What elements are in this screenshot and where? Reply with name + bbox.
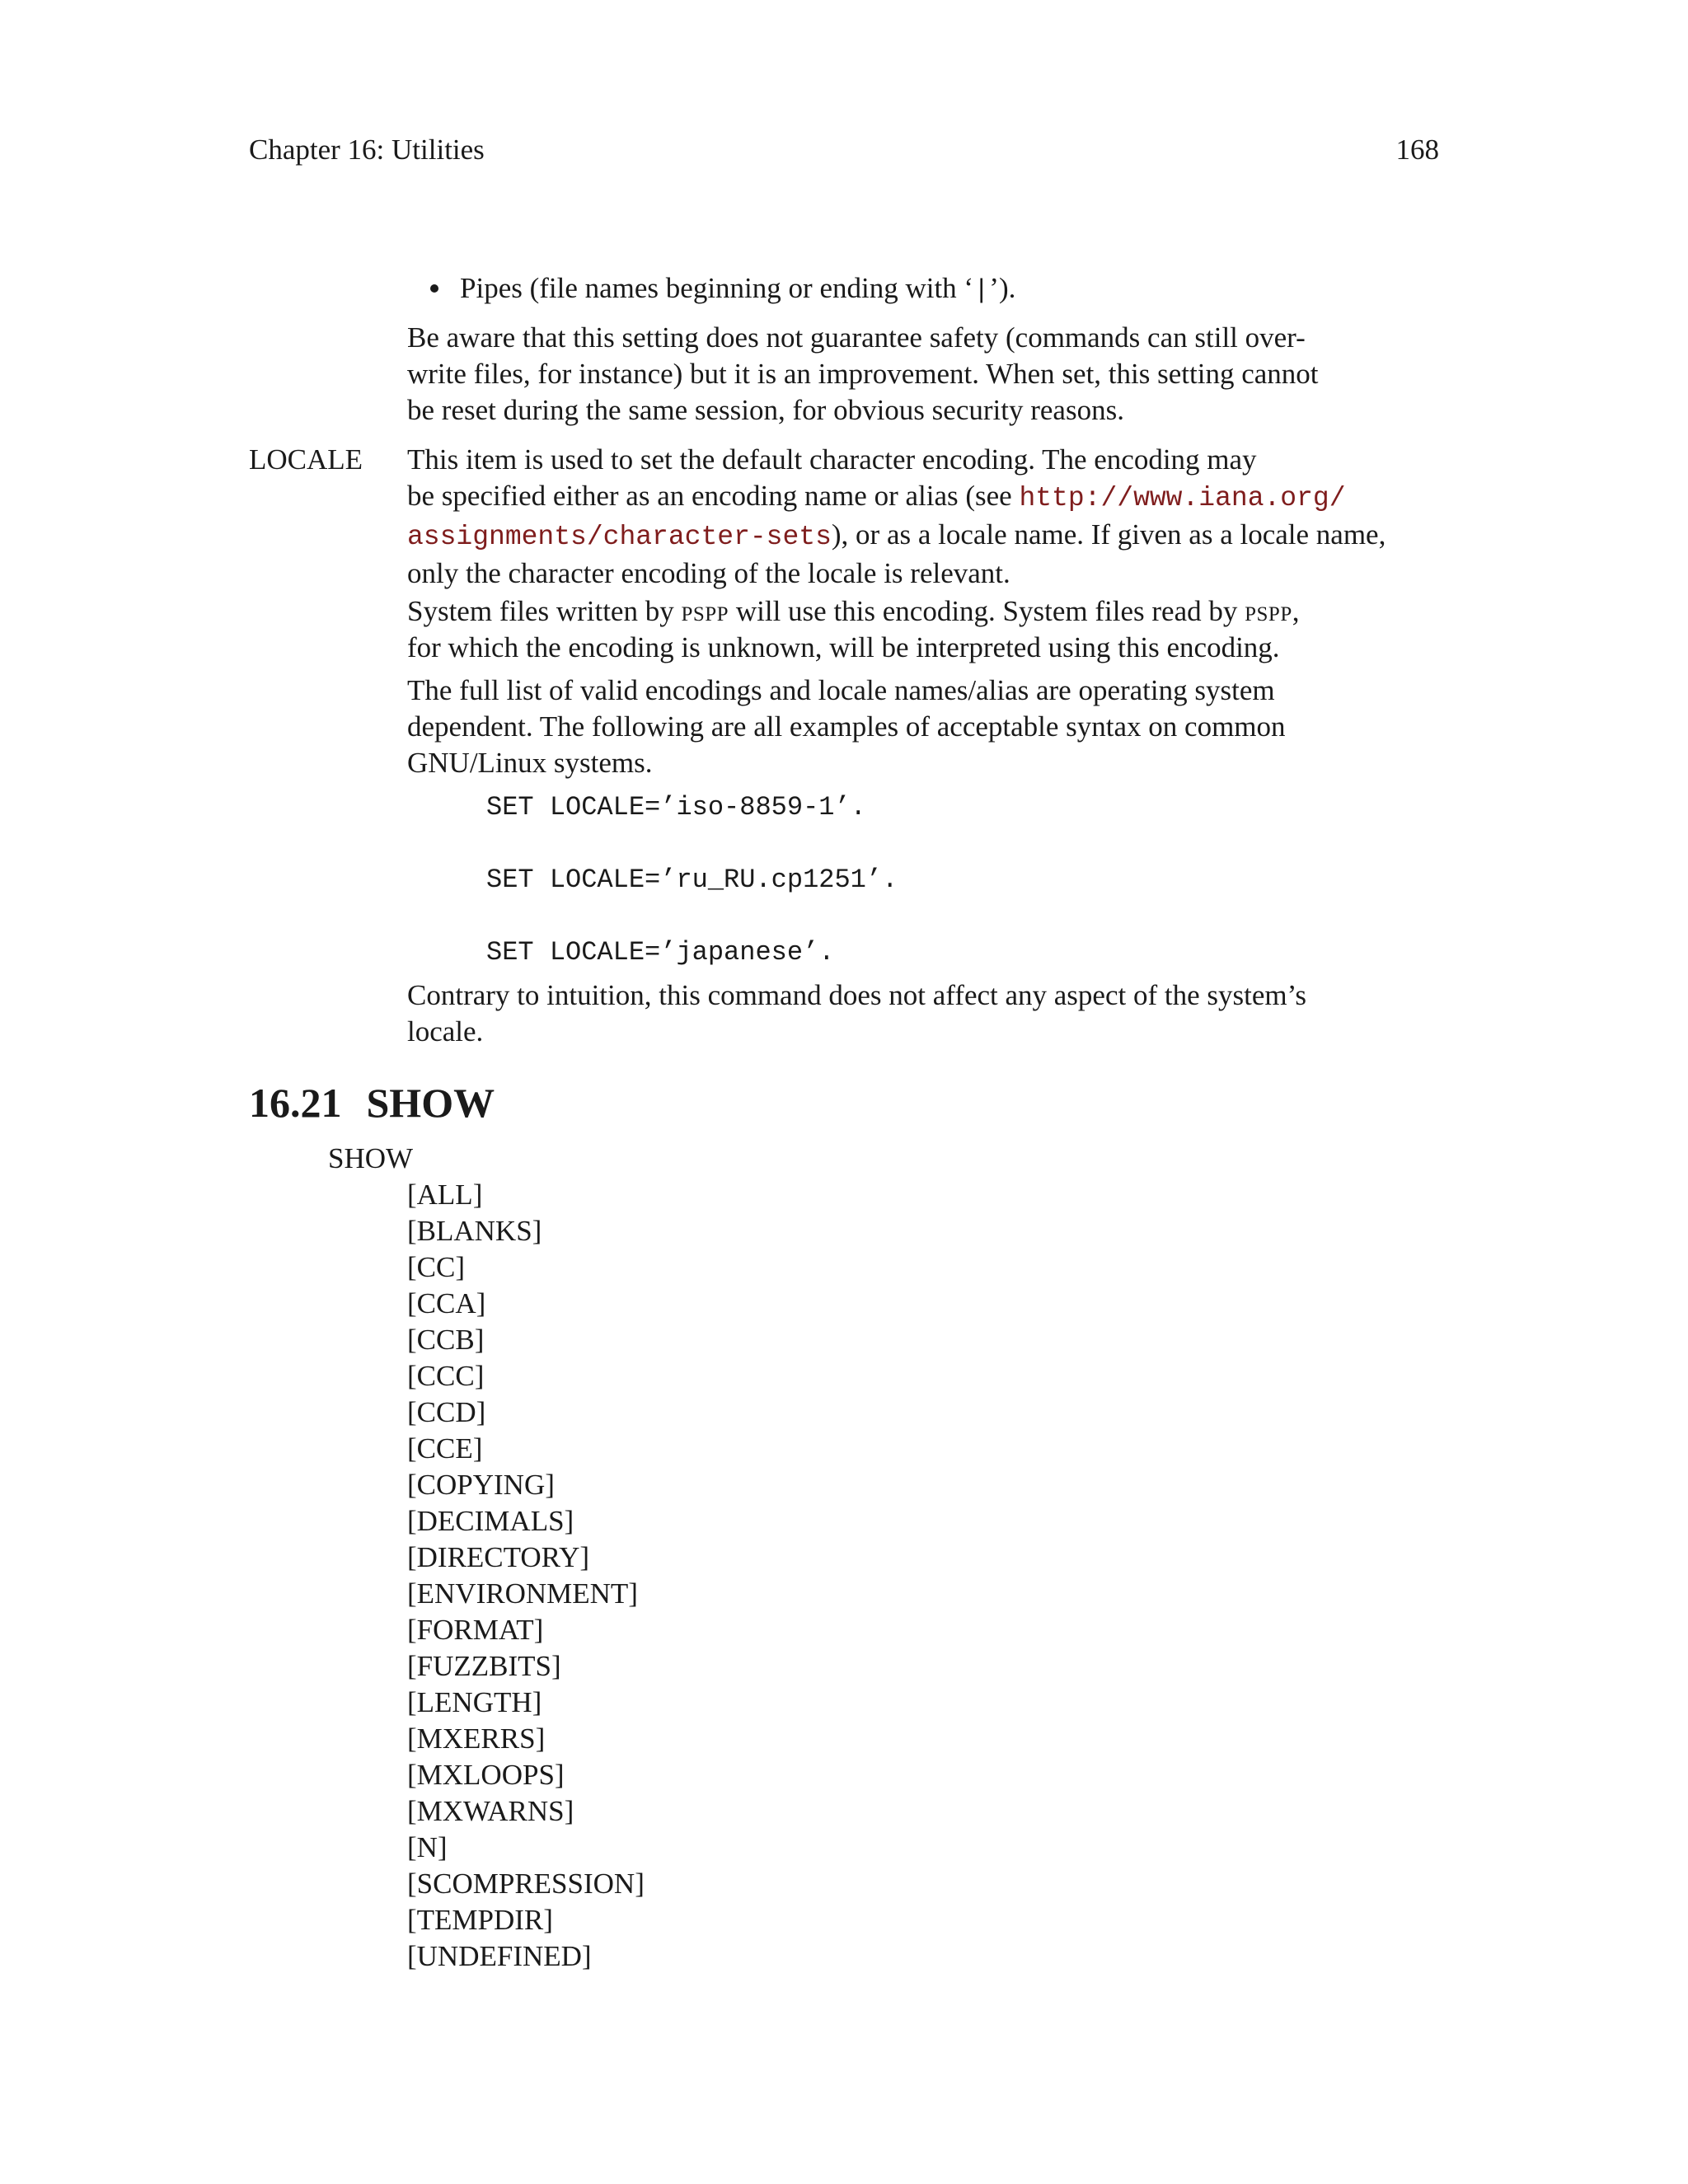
text-line: dependent. The following are all examples of acceptable syntax on common <box>407 710 1286 743</box>
syntax-option: [ENVIRONMENT] <box>407 1577 638 1610</box>
text-line: GNU/Linux systems. <box>407 747 653 779</box>
syntax-option: [CCA] <box>407 1287 486 1319</box>
section-heading <box>249 1078 495 1127</box>
locale-paragraph-4 <box>407 977 1439 1050</box>
syntax-option: [FUZZBITS] <box>407 1650 561 1682</box>
text-line: This item is used to set the default character encoding. The encoding may <box>407 443 1257 476</box>
syntax-option: [CCC] <box>407 1360 485 1392</box>
syntax-option: [MXLOOPS] <box>407 1759 565 1791</box>
syntax-option: [CCB] <box>407 1324 485 1356</box>
iana-link-part2[interactable]: assignments/character-sets <box>407 522 832 552</box>
text-line: only the character encoding of the locale is relevant. <box>407 557 1010 589</box>
syntax-option: [FORMAT] <box>407 1614 544 1646</box>
safer-note-paragraph <box>407 320 1439 429</box>
pspp-name: pspp <box>681 595 729 627</box>
syntax-option: [TEMPDIR] <box>407 1904 553 1936</box>
locale-paragraph-3 <box>407 673 1439 781</box>
definition-term-locale: LOCALE <box>249 443 363 476</box>
syntax-option: [DIRECTORY] <box>407 1541 590 1573</box>
bullet-icon <box>430 284 438 293</box>
text-line <box>407 517 1439 555</box>
section-number: 16.21 <box>249 1080 342 1126</box>
text-line <box>407 478 1439 517</box>
text-span: System files written by <box>407 595 682 627</box>
text-line: Contrary to intuition, this command does not affect any aspect of the system’s <box>407 979 1306 1011</box>
syntax-option: [MXWARNS] <box>407 1795 574 1827</box>
text-line: locale. <box>407 1015 484 1047</box>
pipe-symbol: | <box>973 275 990 306</box>
running-header-page-number: 168 <box>1395 134 1439 166</box>
syntax-option: [DECIMALS] <box>407 1505 574 1537</box>
running-header-chapter: Chapter 16: Utilities <box>249 134 485 166</box>
bullet-text-post: ’). <box>989 272 1016 304</box>
pspp-name: pspp <box>1245 595 1292 627</box>
syntax-option: [ALL] <box>407 1179 483 1211</box>
syntax-option: [SCOMPRESSION] <box>407 1868 645 1900</box>
code-example-3: SET LOCALE=’japanese’. <box>486 937 835 968</box>
text-line: for which the encoding is unknown, will be interpreted using this encoding. <box>407 631 1280 663</box>
syntax-option: [LENGTH] <box>407 1686 542 1718</box>
syntax-option: [N] <box>407 1831 448 1863</box>
code-example-2: SET LOCALE=’ru_RU.cp1251’. <box>486 865 898 895</box>
syntax-option: [CCD] <box>407 1396 486 1428</box>
locale-paragraph-2 <box>407 593 1439 666</box>
section-title: SHOW <box>366 1080 495 1126</box>
text-line: write files, for instance) but it is an improvement. When set, this setting cannot <box>407 358 1319 390</box>
syntax-option: [BLANKS] <box>407 1215 542 1247</box>
text-line <box>407 593 1439 630</box>
syntax-option: [MXERRS] <box>407 1722 546 1755</box>
bullet-item-pipes <box>430 270 1015 309</box>
syntax-options-list <box>407 1177 645 1975</box>
bullet-text-pre: Pipes (file names beginning or ending with ‘ <box>460 272 974 304</box>
text-line: be reset during the same session, for obvious security reasons. <box>407 394 1124 426</box>
iana-link-part1[interactable]: http://www.iana.org/ <box>1019 483 1346 513</box>
text-span: ), or as a locale name. If given as a locale name, <box>831 518 1386 551</box>
text-line: Be aware that this setting does not guarantee safety (commands can still over- <box>407 321 1306 354</box>
syntax-command: SHOW <box>328 1142 414 1174</box>
locale-paragraph-1 <box>407 442 1439 592</box>
code-example-1: SET LOCALE=’iso-8859-1’. <box>486 792 866 823</box>
text-span: will use this encoding. System files read by <box>729 595 1245 627</box>
syntax-option: [UNDEFINED] <box>407 1940 592 1972</box>
text-span: , <box>1292 595 1300 627</box>
syntax-option: [CCE] <box>407 1432 483 1465</box>
text-line: The full list of valid encodings and locale names/alias are operating system <box>407 674 1275 706</box>
syntax-option: [CC] <box>407 1251 465 1283</box>
text-span: be specified either as an encoding name or alias (see <box>407 480 1020 512</box>
syntax-option: [COPYING] <box>407 1469 555 1501</box>
